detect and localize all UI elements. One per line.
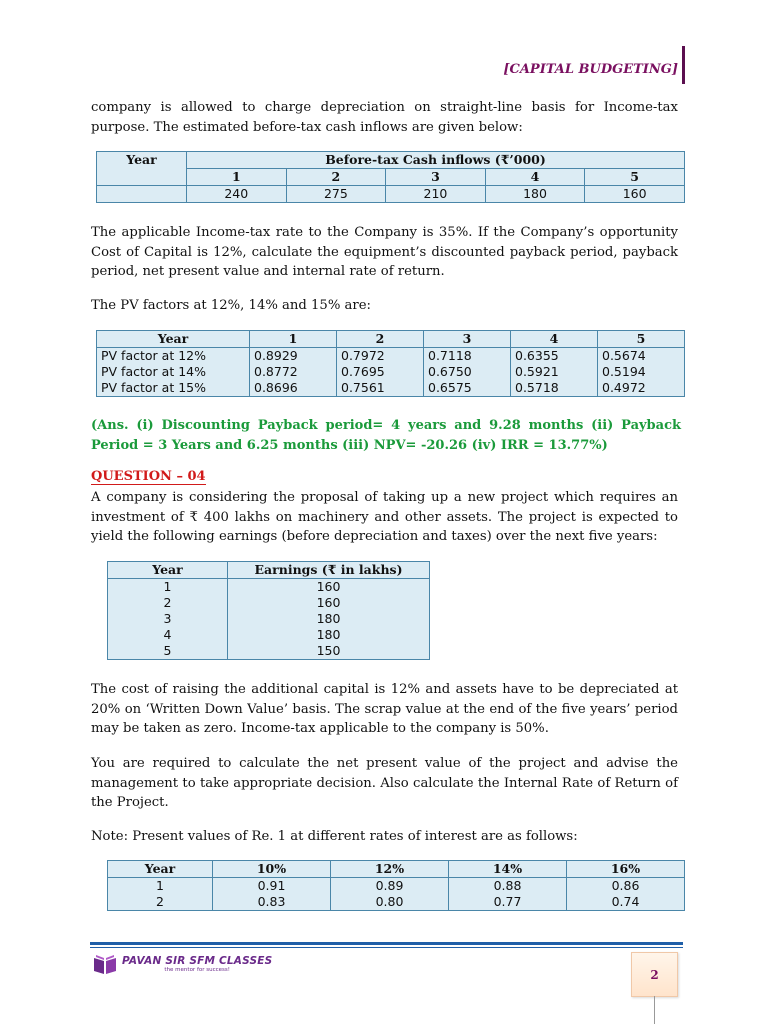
table-row <box>108 611 430 627</box>
table-row <box>108 627 430 643</box>
table3-cell: 2 <box>108 595 228 611</box>
q4-note: Note: Present values of Re. 1 at different rates of interest are as follows: <box>91 829 578 844</box>
table1-year-header: Year <box>97 152 187 186</box>
table4-cell: 0.83 <box>213 894 331 911</box>
table-row <box>108 894 685 911</box>
table1-group-header: Before-tax Cash inflows (₹’000) <box>187 152 685 169</box>
table3-header: Year <box>108 562 228 579</box>
table4-header: 14% <box>449 861 567 878</box>
table4-cell: 0.80 <box>331 894 449 911</box>
q4-paragraph-3: You are required to calculate the net present value of the project and advise the management to take appropriate decision. Also calculate the Internal Rate of Return of the Project. <box>91 756 678 810</box>
pv-factors-intro: The PV factors at 12%, 14% and 15% are: <box>91 298 371 313</box>
header-title: [CAPITAL BUDGETING] <box>503 62 678 77</box>
table1-year-cell: 5 <box>585 169 685 186</box>
table4-cell: 0.88 <box>449 878 567 895</box>
question-heading: QUESTION – 04 <box>91 469 206 484</box>
table2-value-cell: 0.5921 <box>511 364 598 380</box>
table3-cell: 4 <box>108 627 228 643</box>
table1-value-cell: 210 <box>386 186 486 203</box>
table2-value-cell: 0.5718 <box>511 380 598 397</box>
logo-name: PAVAN SIR SFM CLASSES <box>122 955 273 967</box>
table-row <box>108 595 430 611</box>
table4-cell: 2 <box>108 894 213 911</box>
table4-cell: 0.74 <box>567 894 685 911</box>
q4-paragraph-1: A company is considering the proposal of taking up a new project which requires an investment of ₹ 400 lakhs on machinery and other assets. The project is expected to yield the following earnings (before depreciation and taxes) over the next five years: <box>91 490 678 544</box>
table2-header: 4 <box>511 331 598 348</box>
table2-value-cell: 0.8696 <box>250 380 337 397</box>
table3-cell: 160 <box>228 595 430 611</box>
table4-cell: 0.89 <box>331 878 449 895</box>
table3-cell: 5 <box>108 643 228 660</box>
table-row <box>97 364 685 380</box>
table-row <box>108 579 430 596</box>
table4-cell: 0.91 <box>213 878 331 895</box>
table2-value-cell: 0.7561 <box>337 380 424 397</box>
table2-value-cell: 0.7972 <box>337 348 424 365</box>
table2-value-cell: 0.8929 <box>250 348 337 365</box>
table4-cell: 1 <box>108 878 213 895</box>
table2-header: 5 <box>598 331 685 348</box>
table2-header: 2 <box>337 331 424 348</box>
table4-cell: 0.86 <box>567 878 685 895</box>
present-values-table <box>107 860 685 911</box>
q4-paragraph-2: The cost of raising the additional capital is 12% and assets have to be depreciated at 20% on ‘Written Down Value’ basis. The scrap value at the end of the five years’ period may be taken as zero. Income-tax applicable to the company is 50%. <box>91 682 678 736</box>
table1-value-cell: 160 <box>585 186 685 203</box>
table-row <box>97 380 685 397</box>
tax-rate-paragraph: The applicable Income-tax rate to the Company is 35%. If the Company’s opportunity Cost of Capital is 12%, calculate the equipment’s discounted payback period, payback period, net present value and internal rate of return. <box>91 225 678 279</box>
footer-logo <box>92 952 272 976</box>
table3-cell: 180 <box>228 611 430 627</box>
table1-empty-cell <box>97 186 187 203</box>
page-number: 2 <box>631 952 678 997</box>
table2-header: 3 <box>424 331 511 348</box>
table1-value-cell: 275 <box>286 186 386 203</box>
table2-value-cell: 0.6750 <box>424 364 511 380</box>
pv-factors-table <box>96 330 685 397</box>
table-row <box>108 878 685 895</box>
header-bar <box>682 46 685 84</box>
answer-text: (Ans. (i) Discounting Payback period= 4 years and 9.28 months (ii) Payback Period = 3 Years and 6.25 months (iii) NPV= -20.26 (iv) IRR = 13.77%) <box>91 418 681 453</box>
logo-tagline: the mentor for success! <box>164 967 230 973</box>
table4-header: 12% <box>331 861 449 878</box>
footer-rule <box>90 942 683 945</box>
table1-value-cell: 240 <box>187 186 287 203</box>
table2-label-cell: PV factor at 14% <box>97 364 250 380</box>
table1-year-cell: 2 <box>286 169 386 186</box>
table3-cell: 150 <box>228 643 430 660</box>
table4-header: 10% <box>213 861 331 878</box>
table4-header: 16% <box>567 861 685 878</box>
footer-rule-thin <box>90 947 683 948</box>
table3-cell: 3 <box>108 611 228 627</box>
table2-value-cell: 0.6355 <box>511 348 598 365</box>
table1-year-cell: 3 <box>386 169 486 186</box>
cash-inflows-table <box>96 151 685 203</box>
table1-year-cell: 1 <box>187 169 287 186</box>
table3-header: Earnings (₹ in lakhs) <box>228 562 430 579</box>
table2-value-cell: 0.8772 <box>250 364 337 380</box>
table1-year-cell: 4 <box>485 169 585 186</box>
table2-value-cell: 0.7118 <box>424 348 511 365</box>
earnings-table <box>107 561 430 660</box>
table2-header: Year <box>97 331 250 348</box>
table4-cell: 0.77 <box>449 894 567 911</box>
table2-value-cell: 0.5194 <box>598 364 685 380</box>
table2-label-cell: PV factor at 12% <box>97 348 250 365</box>
book-icon <box>92 952 118 976</box>
intro-paragraph: company is allowed to charge depreciation on straight-line basis for Income-tax purpose. The estimated before-tax cash inflows are given below: <box>91 100 678 135</box>
table1-value-cell: 180 <box>485 186 585 203</box>
table2-value-cell: 0.5674 <box>598 348 685 365</box>
table3-cell: 1 <box>108 579 228 596</box>
table-row <box>97 348 685 365</box>
table2-label-cell: PV factor at 15% <box>97 380 250 397</box>
footer-vertical-line <box>654 996 655 1024</box>
table4-header: Year <box>108 861 213 878</box>
table-row <box>108 643 430 660</box>
table2-value-cell: 0.7695 <box>337 364 424 380</box>
table2-value-cell: 0.4972 <box>598 380 685 397</box>
table2-value-cell: 0.6575 <box>424 380 511 397</box>
table2-header: 1 <box>250 331 337 348</box>
table3-cell: 180 <box>228 627 430 643</box>
table3-cell: 160 <box>228 579 430 596</box>
